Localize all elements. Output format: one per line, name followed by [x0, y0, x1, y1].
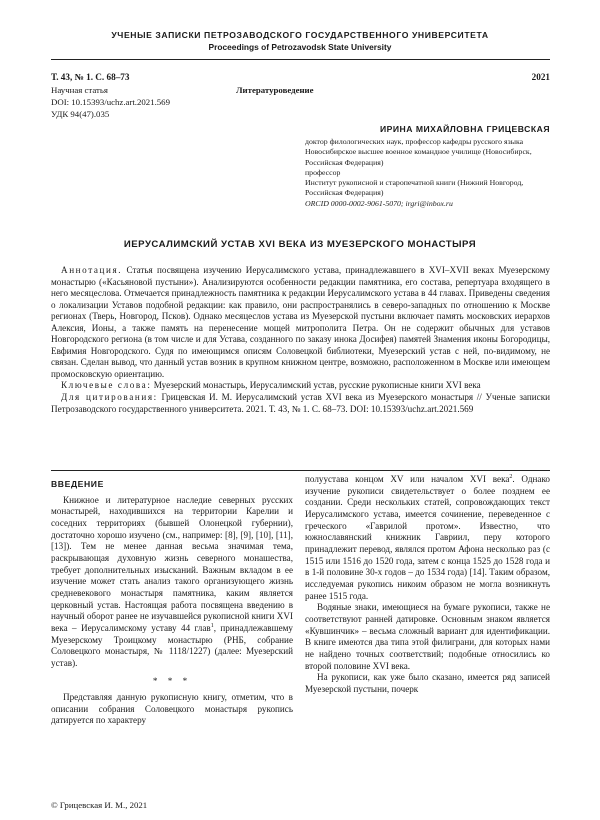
body-paragraph: Представляя данную рукописную книгу, отметим, что в описании собрания Соловецкого монастыря рукопись датируется по характеру	[51, 692, 293, 726]
body-text: , принадлежавшему Муезерскому Троицкому монастырю (РНБ, собрание Соловецкого монастыря, № 1118/1227) (далее: Муезерский устав).	[51, 622, 293, 668]
abstract-block	[51, 265, 550, 415]
article-title: ИЕРУСАЛИМСКИЙ УСТАВ XVI ВЕКА ИЗ МУЕЗЕРСКОГО МОНАСТЫРЯ	[123, 239, 477, 250]
section-name: Литературоведение	[236, 85, 314, 95]
udc: УДК 94(47).035	[51, 109, 110, 119]
article-type: Научная статья	[51, 85, 108, 95]
journal-title-en: Proceedings of Petrozavodsk State University	[208, 42, 392, 52]
section-separator: * * *	[152, 675, 192, 686]
author-position: профессор	[305, 167, 341, 177]
author-contacts: ORCID 0000-0002-9061-5070; irgri@inbox.ru	[305, 198, 453, 208]
body-paragraph: На рукописи, как уже было сказано, имеется ряд записей Муезерской пустыни, почерк	[305, 672, 550, 694]
abstract-divider	[51, 470, 550, 471]
body-column-left	[51, 479, 293, 727]
keywords-paragraph	[51, 380, 550, 392]
doi: DOI: 10.15393/uchz.art.2021.569	[51, 97, 170, 107]
intro-heading: ВВЕДЕНИЕ	[51, 479, 104, 489]
citation-text: Грицевская И. М. Иерусалимский устав XVI века из Муезерского монастыря // Ученые записки Петрозаводского государственного университета. 2021. Т. 43, № 1. С. 68–73. DOI: 10.15393/uchz.art.2021.569	[51, 392, 551, 414]
body-paragraph	[51, 495, 293, 670]
citation-paragraph	[51, 392, 550, 415]
footnote-marker: 1	[210, 622, 214, 629]
keywords-label: Ключевые слова:	[61, 380, 152, 391]
issue-year: 2021	[531, 72, 550, 82]
keywords-text: Муезерский монастырь, Иерусалимский устав, русские рукописные книги XVI века	[153, 380, 481, 391]
author-affiliation-2: Институт рукописной и старопечатной книги (Нижний Новгород, Российская Федерация)	[305, 178, 524, 198]
copyright: © Грицевская И. М., 2021	[51, 800, 148, 810]
body-text: полуустава концом XV или началом XVI века	[305, 474, 510, 484]
abstract-paragraph	[51, 265, 550, 380]
author-degree: доктор филологических наук, профессор кафедры русского языка	[305, 137, 524, 146]
journal-title-ru: УЧЕНЫЕ ЗАПИСКИ ПЕТРОЗАВОДСКОГО ГОСУДАРСТВЕННОГО УНИВЕРСИТЕТА	[111, 30, 489, 40]
author-name: ИРИНА МИХАЙЛОВНА ГРИЦЕВСКАЯ	[379, 124, 550, 134]
abstract-label: Аннотация.	[61, 265, 123, 275]
body-paragraph: Водяные знаки, имеющиеся на бумаге рукописи, также не соответствуют ранней датировке. Основным знаком является «Кувшинчик» – весьма сложный вариант для идентификации. В книге имеются два типа этой филиграни, для которых нами не найдено точных соответствий; подобные относились ко второй половине XVI века.	[305, 602, 550, 671]
body-text: Книжное и литературное наследие северных русских монастырей, находившихся на территории Карелии и соседних территориях (бывшей Олонецкой губернии), достаточно хорошо изучено (см., например: [8], [9], [10], [11], [13]). Тем не менее данная весьма значимая тема, раскрывающая духовную жизнь северного монашества, требует дополнительных изысканий. Важным вкладом в ее изучение может стать анализ такого организующего жизнь средневекового монастыря памятника, каким является церковный устав. Настоящая работа посвящена введению в научный оборот ранее не изучавшейся рукописной книги XVI века – Иерусалимскому уставу 44 глав	[51, 494, 293, 633]
author-info	[305, 137, 550, 209]
body-paragraph	[305, 474, 550, 602]
author-affiliation-1: Новосибирское высшее военное командное училище (Новосибирск, Российская Федерация)	[305, 147, 532, 167]
header-divider	[51, 59, 550, 60]
body-column-right	[305, 474, 550, 695]
citation-label: Для цитирования:	[61, 392, 158, 403]
abstract-text: Статья посвящена изучению Иерусалимского устава, принадлежавшего в XVI–XVII веках Муезерскому монастырю («Касьяновой пустыни»). Анализируются особенности редакции памятника, его состава, репертуара входящего в него месяцеслова. Отмечается принадлежность памятника к редакции Иерусалимского устава в 44 главах. Приведены сведения о локализации Уставов подобной редакции: как правило, они распространялись в северо-западных по отношению к Москве регионах (Тверь, Новгород, Псков). Однако месяцеслов устава из Муезерской пустыни включает память московских иерархов Алексия, Ионы, а также память на перенесение мощей митрополита Петра. Он не содержит обычных для уставов Новгородского региона (в том числе и для Устава, созданного по заказу инока Досифея) памятей Знамения иконы Богородицы, Евфимия Новгородского. Судя по имеющимся описям Соловецкой библиотеки, Муезерский устав с ней, по-видимому, не связан. Сделан вывод, что данный устав возник в крупном книжном центре, возможно, расположенном в Москве или имеющем промосковскую ориентацию.	[51, 265, 550, 379]
footnote-marker: 2	[509, 473, 513, 480]
body-text: . Однако изучение рукописи свидетельствует о более позднем ее создании. Среди нескольких статей, сопровождающих текст Иерусалимского устава, имеется сочинение, переведенное с греческого «Гаврилой протом». Известно, что южнославянский книжник Гавриил, перу которого принадлежит перевод, являлся протом Афона несколько раз (с 1515 или 1516 до 1520 года, затем с конца 1525 до 1528 года и в 1-й половине 30-х годов – до 1534 года) [14]. Таким образом, исследуемая рукопись никоим образом не могла возникнуть ранее 1515 года.	[305, 474, 550, 601]
issue-info: Т. 43, № 1. С. 68–73	[51, 72, 130, 82]
